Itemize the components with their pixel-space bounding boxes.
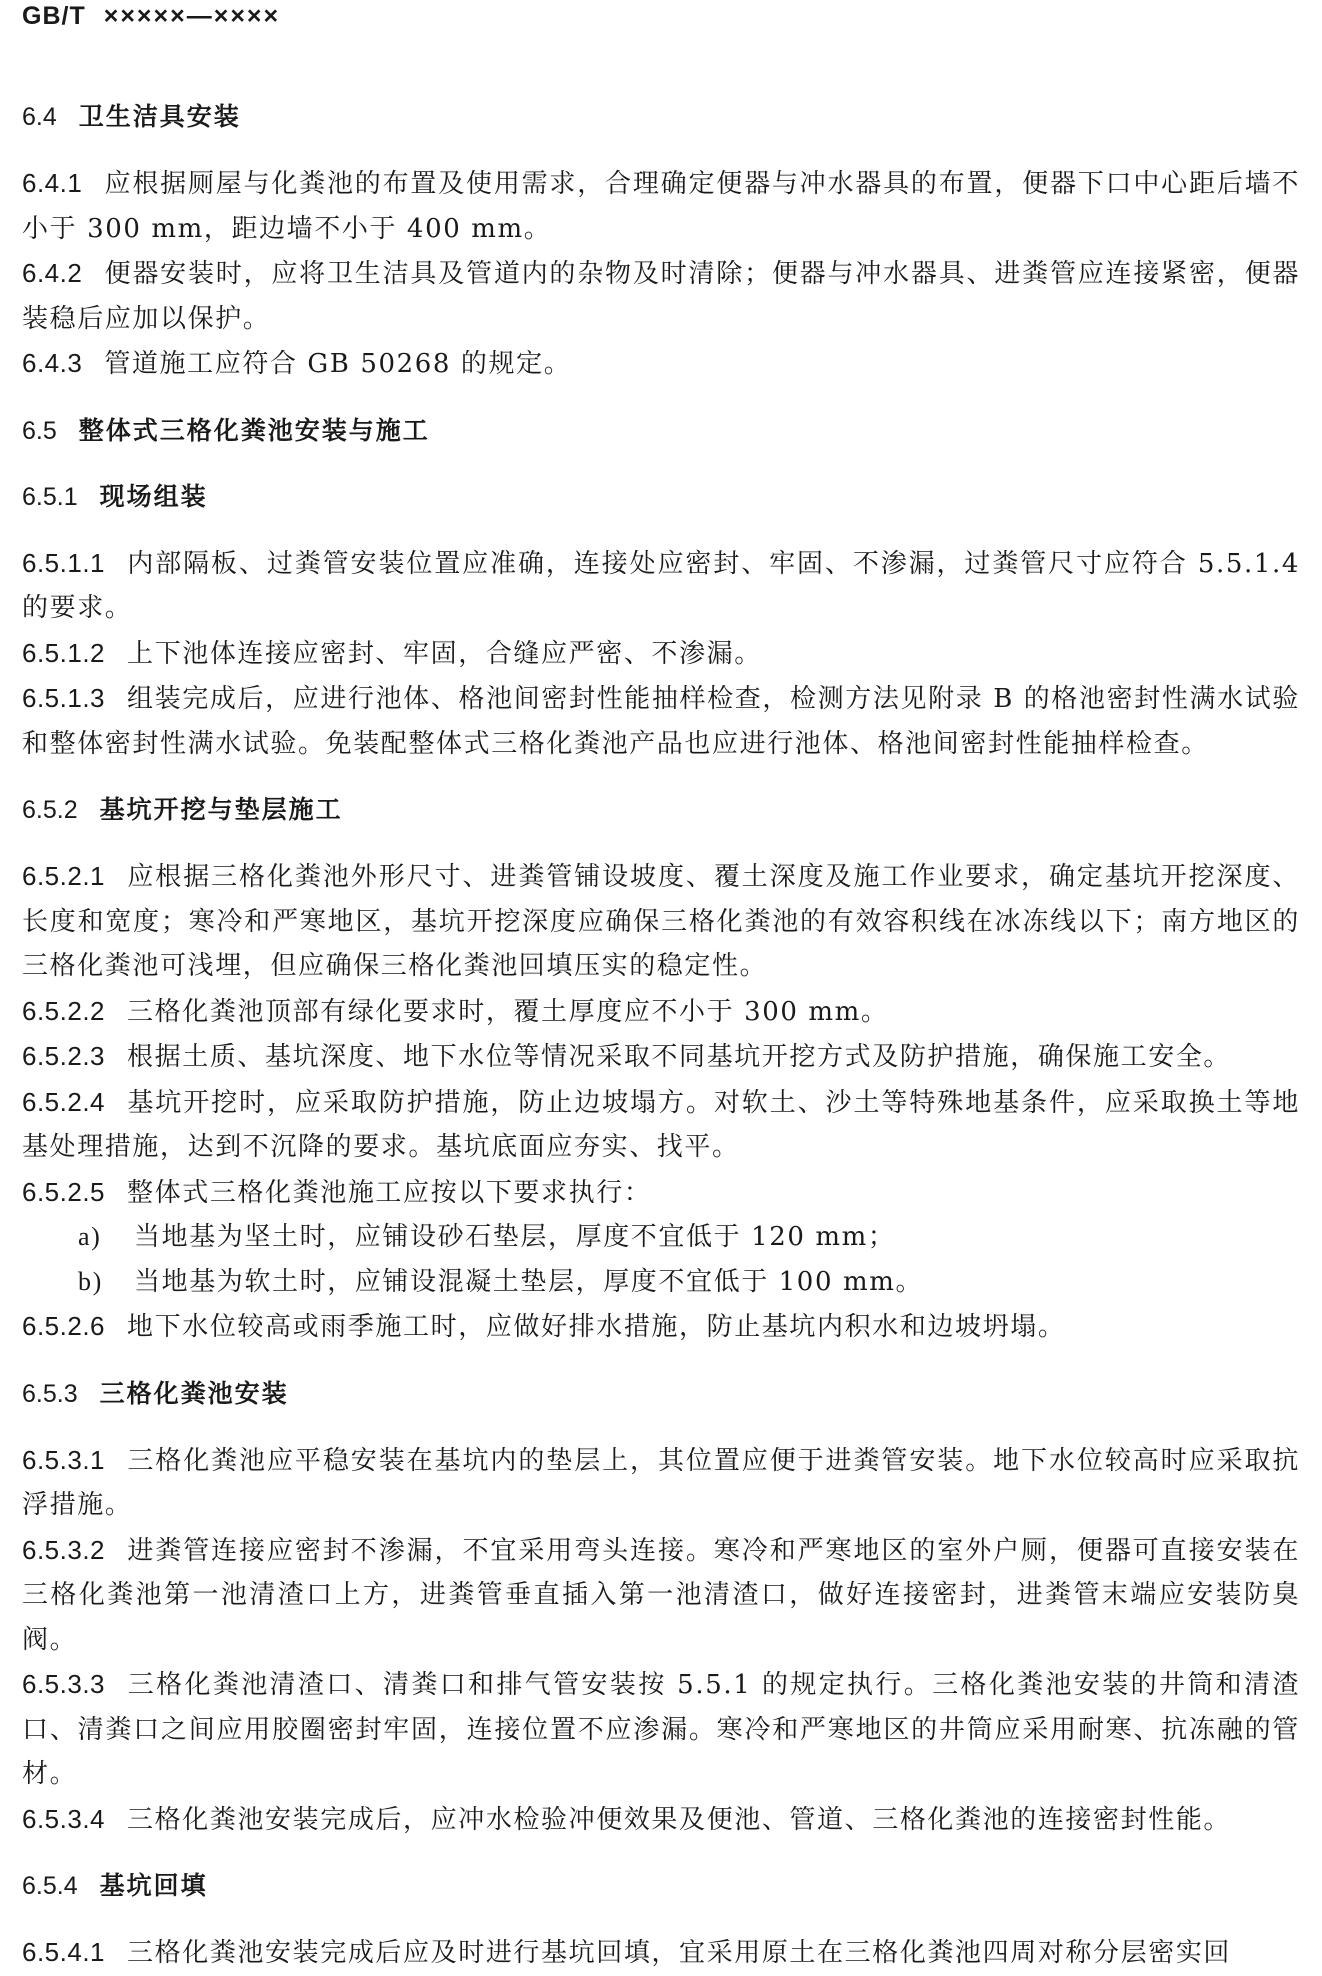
section-heading-6-5: 6.5 整体式三格化粪池安装与施工 <box>22 415 430 445</box>
section-heading-6-5-4: 6.5.4 基坑回填 <box>22 1871 208 1900</box>
clause-6-5-2-3: 6.5.2.3 根据土质、基坑深度、地下水位等情况采取不同基坑开挖方式及防护措施，确保施工安全。 <box>22 1041 1232 1072</box>
list-item-a: a) 当地基为坚土时，应铺设砂石垫层，厚度不宜低于 120 mm； <box>78 1222 896 1252</box>
page-header <box>22 2 280 31</box>
clause-6-5-2-5: 6.5.2.5 整体式三格化粪池施工应按以下要求执行： <box>22 1176 652 1208</box>
clause-6-5-1-3: 6.5.1.3 组装完成后，应进行池体、格池间密封性能抽样检查，检测方法见附录 B 的格池密封性满水试验和整体密封性满水试验。免装配整体式三格化粪池产品也应进行池体、格池间密封性能抽样检查。 <box>22 683 1300 759</box>
section-heading-6-5-3: 6.5.3 三格化粪池安装 <box>22 1378 289 1408</box>
clause-6-5-2-2: 6.5.2.2 三格化粪池顶部有绿化要求时，覆土厚度应不小于 300 mm。 <box>22 995 889 1027</box>
clause-6-5-1-1: 6.5.1.1 内部隔板、过粪管安装位置应准确，连接处应密封、牢固、不渗漏，过粪管尺寸应符合 5.5.1.4 的要求。 <box>22 547 1300 623</box>
standard-number: ×××××—×××× <box>103 2 281 30</box>
document-body <box>22 95 1300 1976</box>
clause-6-4-3: 6.4.3 管道施工应符合 GB 50268 的规定。 <box>22 348 572 379</box>
clause-6-5-4-1: 6.5.4.1 三格化粪池安装完成后应及时进行基坑回填，宜采用原土在三格化粪池四周对称分层密实回 <box>22 1937 1232 1968</box>
clause-6-5-3-1: 6.5.3.1 三格化粪池应平稳安装在基坑内的垫层上，其位置应便于进粪管安装。地下水位较高时应采取抗浮措施。 <box>22 1444 1300 1520</box>
section-heading-6-4: 6.4 卫生洁具安装 <box>22 102 241 131</box>
clause-6-4-2: 6.4.2 便器安装时，应将卫生洁具及管道内的杂物及时清除；便器与冲水器具、进粪管应连接紧密，便器装稳后应加以保护。 <box>22 258 1300 334</box>
list-item-b: b) 当地基为软土时，应铺设混凝土垫层，厚度不宜低于 100 mm。 <box>78 1266 924 1297</box>
clause-6-4-1: 6.4.1 应根据厕屋与化粪池的布置及使用需求，合理确定便器与冲水器具的布置，便器下口中心距后墙不小于 300 mm，距边墙不小于 400 mm。 <box>22 168 1300 244</box>
clause-6-5-3-2: 6.5.3.2 进粪管连接应密封不渗漏，不宜采用弯头连接。寒冷和严寒地区的室外户厕，便器可直接安装在三格化粪池第一池清渣口上方，进粪管垂直插入第一池清渣口，做好连接密封，进粪管末端应安装防臭阀。 <box>22 1534 1300 1655</box>
clause-6-5-2-6: 6.5.2.6 地下水位较高或雨季施工时，应做好排水措施，防止基坑内积水和边坡坍塌。 <box>22 1311 1066 1342</box>
section-heading-6-5-1: 6.5.1 现场组装 <box>22 481 208 511</box>
clause-6-5-1-2: 6.5.1.2 上下池体连接应密封、牢固，合缝应严密、不渗漏。 <box>22 637 762 669</box>
clause-6-5-3-4: 6.5.3.4 三格化粪池安装完成后，应冲水检验冲便效果及便池、管道、三格化粪池的连接密封性能。 <box>22 1803 1232 1835</box>
section-heading-6-5-2: 6.5.2 基坑开挖与垫层施工 <box>22 795 343 824</box>
standard-code: GB/T <box>22 2 86 30</box>
clause-6-5-2-1: 6.5.2.1 应根据三格化粪池外形尺寸、进粪管铺设坡度、覆土深度及施工作业要求，确定基坑开挖深度、长度和宽度；寒冷和严寒地区，基坑开挖深度应确保三格化粪池的有效容积线在冰冻线以下；南方地区的三格化粪池可浅埋，但应确保三格化粪池回填压实的稳定性。 <box>22 861 1300 981</box>
clause-6-5-3-3: 6.5.3.3 三格化粪池清渣口、清粪口和排气管安装按 5.5.1 的规定执行。三格化粪池安装的井筒和清渣口、清粪口之间应用胶圈密封牢固，连接位置不应渗漏。寒冷和严寒地区的井筒应采用耐寒、抗冻融的管材。 <box>22 1669 1300 1789</box>
clause-6-5-2-4: 6.5.2.4 基坑开挖时，应采取防护措施，防止边坡塌方。对软土、沙土等特殊地基条件，应采取换土等地基处理措施，达到不沉降的要求。基坑底面应夯实、找平。 <box>22 1086 1300 1162</box>
